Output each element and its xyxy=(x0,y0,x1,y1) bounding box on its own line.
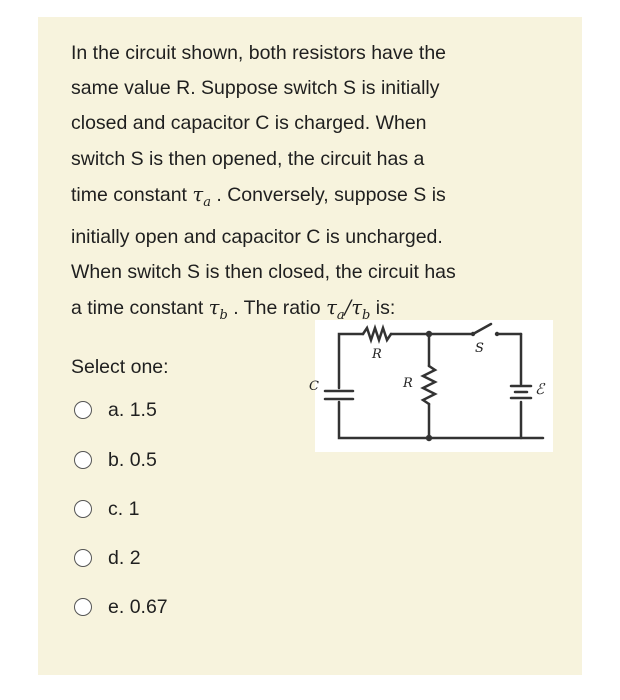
option-c[interactable] xyxy=(74,494,139,524)
question-line: same value R. Suppose switch S is initially xyxy=(71,77,440,100)
option-label: c. 1 xyxy=(108,497,140,520)
label-R-mid: R xyxy=(403,376,413,391)
switch-contact xyxy=(471,332,475,336)
option-label: b. 0.5 xyxy=(108,448,157,471)
option-label: e. 0.67 xyxy=(108,595,168,618)
question-line: closed and capacitor C is charged. When xyxy=(71,112,427,135)
radio-button[interactable] xyxy=(74,549,92,567)
switch-contact xyxy=(495,332,499,336)
radio-button[interactable] xyxy=(74,598,92,616)
option-label: d. 2 xyxy=(108,546,141,569)
question-text-fragment: is: xyxy=(370,297,396,320)
select-one-label: Select one: xyxy=(71,356,169,378)
question-line: initially open and capacitor C is uncharged. xyxy=(71,225,443,248)
label-R-top: R xyxy=(372,347,382,362)
question-text-fragment: . Conversely, suppose S is xyxy=(210,183,446,206)
resistor-top-zigzag xyxy=(363,328,391,340)
question-line: switch S is then opened, the circuit has a xyxy=(71,147,425,170)
junction-dot xyxy=(426,435,432,441)
ratio-expression: $\tau_a/\tau_b$ xyxy=(326,296,371,324)
question-text xyxy=(71,36,561,333)
option-d[interactable] xyxy=(74,543,141,573)
option-e[interactable] xyxy=(74,592,168,622)
label-C: C xyxy=(309,379,319,394)
switch-lever xyxy=(473,324,491,334)
option-a[interactable] xyxy=(74,395,157,425)
tau-a-symbol: $\tau_a$ xyxy=(192,182,211,210)
circuit-diagram xyxy=(309,320,553,452)
question-text-fragment: a time constant xyxy=(71,297,209,320)
question-line: In the circuit shown, both resistors have the xyxy=(71,42,447,64)
question-text-fragment: time constant xyxy=(71,183,193,206)
label-S: S xyxy=(475,341,484,356)
resistor-middle-zigzag xyxy=(423,366,435,404)
question-text-fragment: . The ratio xyxy=(227,297,327,320)
option-b[interactable] xyxy=(74,445,157,475)
question-line: When switch S is then closed, the circuit has xyxy=(71,261,456,284)
radio-button[interactable] xyxy=(74,401,92,419)
question-line xyxy=(71,177,561,220)
radio-button[interactable] xyxy=(74,500,92,518)
option-label: a. 1.5 xyxy=(108,398,157,421)
radio-button[interactable] xyxy=(74,451,92,469)
label-E: ℰ xyxy=(535,380,545,398)
tau-b-symbol: $\tau_b$ xyxy=(208,296,228,324)
junction-dot xyxy=(426,331,432,337)
